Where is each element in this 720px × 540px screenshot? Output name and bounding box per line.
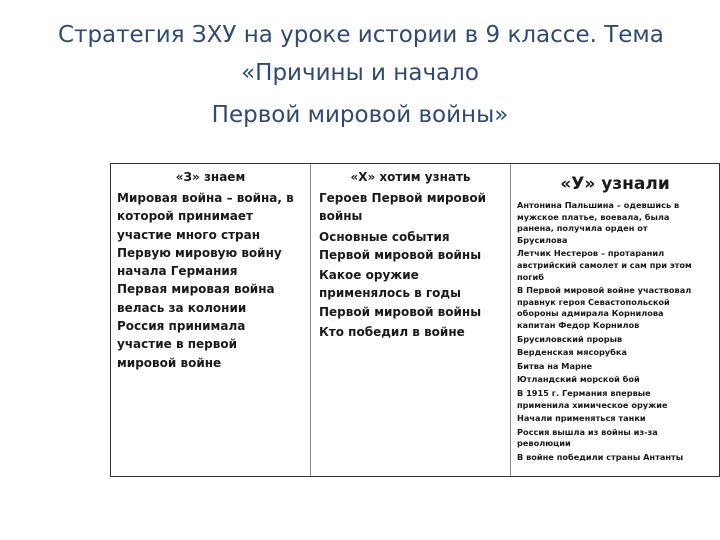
title-line-2: «Причины и начало <box>241 60 479 86</box>
learned-item-line: австрийский самолет и сам при этом <box>517 259 692 270</box>
learned-item-line: Верденская мясорубка <box>517 347 627 358</box>
column-learned-header: «У» узнали <box>560 174 670 194</box>
learned-item <box>517 248 715 283</box>
learned-list <box>511 200 719 463</box>
column-know <box>111 164 311 476</box>
know-list <box>111 189 310 372</box>
learned-item <box>517 452 715 464</box>
know-line: участие много стран <box>117 227 261 242</box>
know-line: мировой войне <box>117 355 222 370</box>
want-item <box>319 266 506 321</box>
want-item <box>319 228 506 265</box>
learned-item <box>517 285 715 331</box>
know-line: начала Германия <box>117 264 238 279</box>
learned-item <box>517 334 715 346</box>
want-item-line: Героев Первой мировой <box>319 191 487 205</box>
title-line-1: Стратегия ЗХУ на уроке истории в 9 классе. Тема <box>58 22 664 48</box>
know-line: участие в первой <box>117 337 237 352</box>
column-learned <box>511 164 719 476</box>
want-item-line: применялось в годы <box>319 286 461 301</box>
know-line: Россия принимала <box>117 319 246 334</box>
title-line-3: Первой мировой войны» <box>211 102 509 128</box>
learned-item-line: Россия вышла из войны из-за <box>517 426 658 437</box>
learned-item-line: В 1915 г. Германия впервые <box>517 387 651 398</box>
learned-item-line: погиб <box>517 271 545 282</box>
learned-item-line: Ютландский морской бой <box>517 374 640 385</box>
know-line: велась за колонии <box>117 300 247 315</box>
column-know-header: «З» знаем <box>175 170 246 184</box>
learned-item <box>517 200 715 246</box>
column-want-header: «Х» хотим узнать <box>350 170 471 184</box>
know-line: Первую мировую войну <box>117 245 282 260</box>
learned-item-line: мужское платье, воевала, была <box>517 211 670 222</box>
learned-item-line: применила химическое оружие <box>517 399 668 410</box>
learned-item-line: Летчик Нестеров – протаранил <box>517 248 665 259</box>
learned-item-line: В Первой мировой войне участвовал <box>517 285 692 296</box>
learned-item-line: революции <box>517 438 571 449</box>
want-item-line: Первой мировой войны <box>319 247 482 262</box>
learned-item <box>517 374 715 386</box>
learned-item-line: ранена, получила орден от <box>517 223 648 234</box>
want-item-line: Кто победил в войне <box>319 325 465 340</box>
learned-item-line: Антонина Пальшина – одевшись в <box>517 200 680 210</box>
learned-item <box>517 413 715 425</box>
want-item-line: Какое оружие <box>319 268 419 283</box>
learned-item-line: капитан Федор Корнилов <box>517 319 640 330</box>
learned-item <box>517 388 715 411</box>
want-item-line: Основные события <box>319 229 450 244</box>
know-line: которой принимает <box>117 209 253 224</box>
learned-item-line: В войне победили страны Антанты <box>517 451 684 462</box>
know-line: Мировая война – война, в <box>117 191 294 205</box>
zhu-table <box>110 163 720 477</box>
learned-item-line: правнук героя Севастопольской <box>517 296 670 307</box>
column-want <box>311 164 511 476</box>
learned-item <box>517 347 715 359</box>
learned-item <box>517 361 715 373</box>
want-list <box>311 189 510 341</box>
learned-item-line: Брусилова <box>517 234 568 245</box>
learned-item-line: Начали применяться танки <box>517 413 646 424</box>
know-line: Первая мировая война <box>117 282 275 297</box>
slide-title <box>0 16 720 134</box>
want-item <box>319 189 506 226</box>
want-item <box>319 323 506 341</box>
learned-item <box>517 427 715 450</box>
want-item-line: Первой мировой войны <box>319 304 482 319</box>
want-item-line: войны <box>319 209 363 224</box>
learned-item-line: обороны адмирала Корнилова <box>517 308 664 319</box>
learned-item-line: Брусиловский прорыв <box>517 333 623 344</box>
learned-item-line: Битва на Марне <box>517 360 593 371</box>
